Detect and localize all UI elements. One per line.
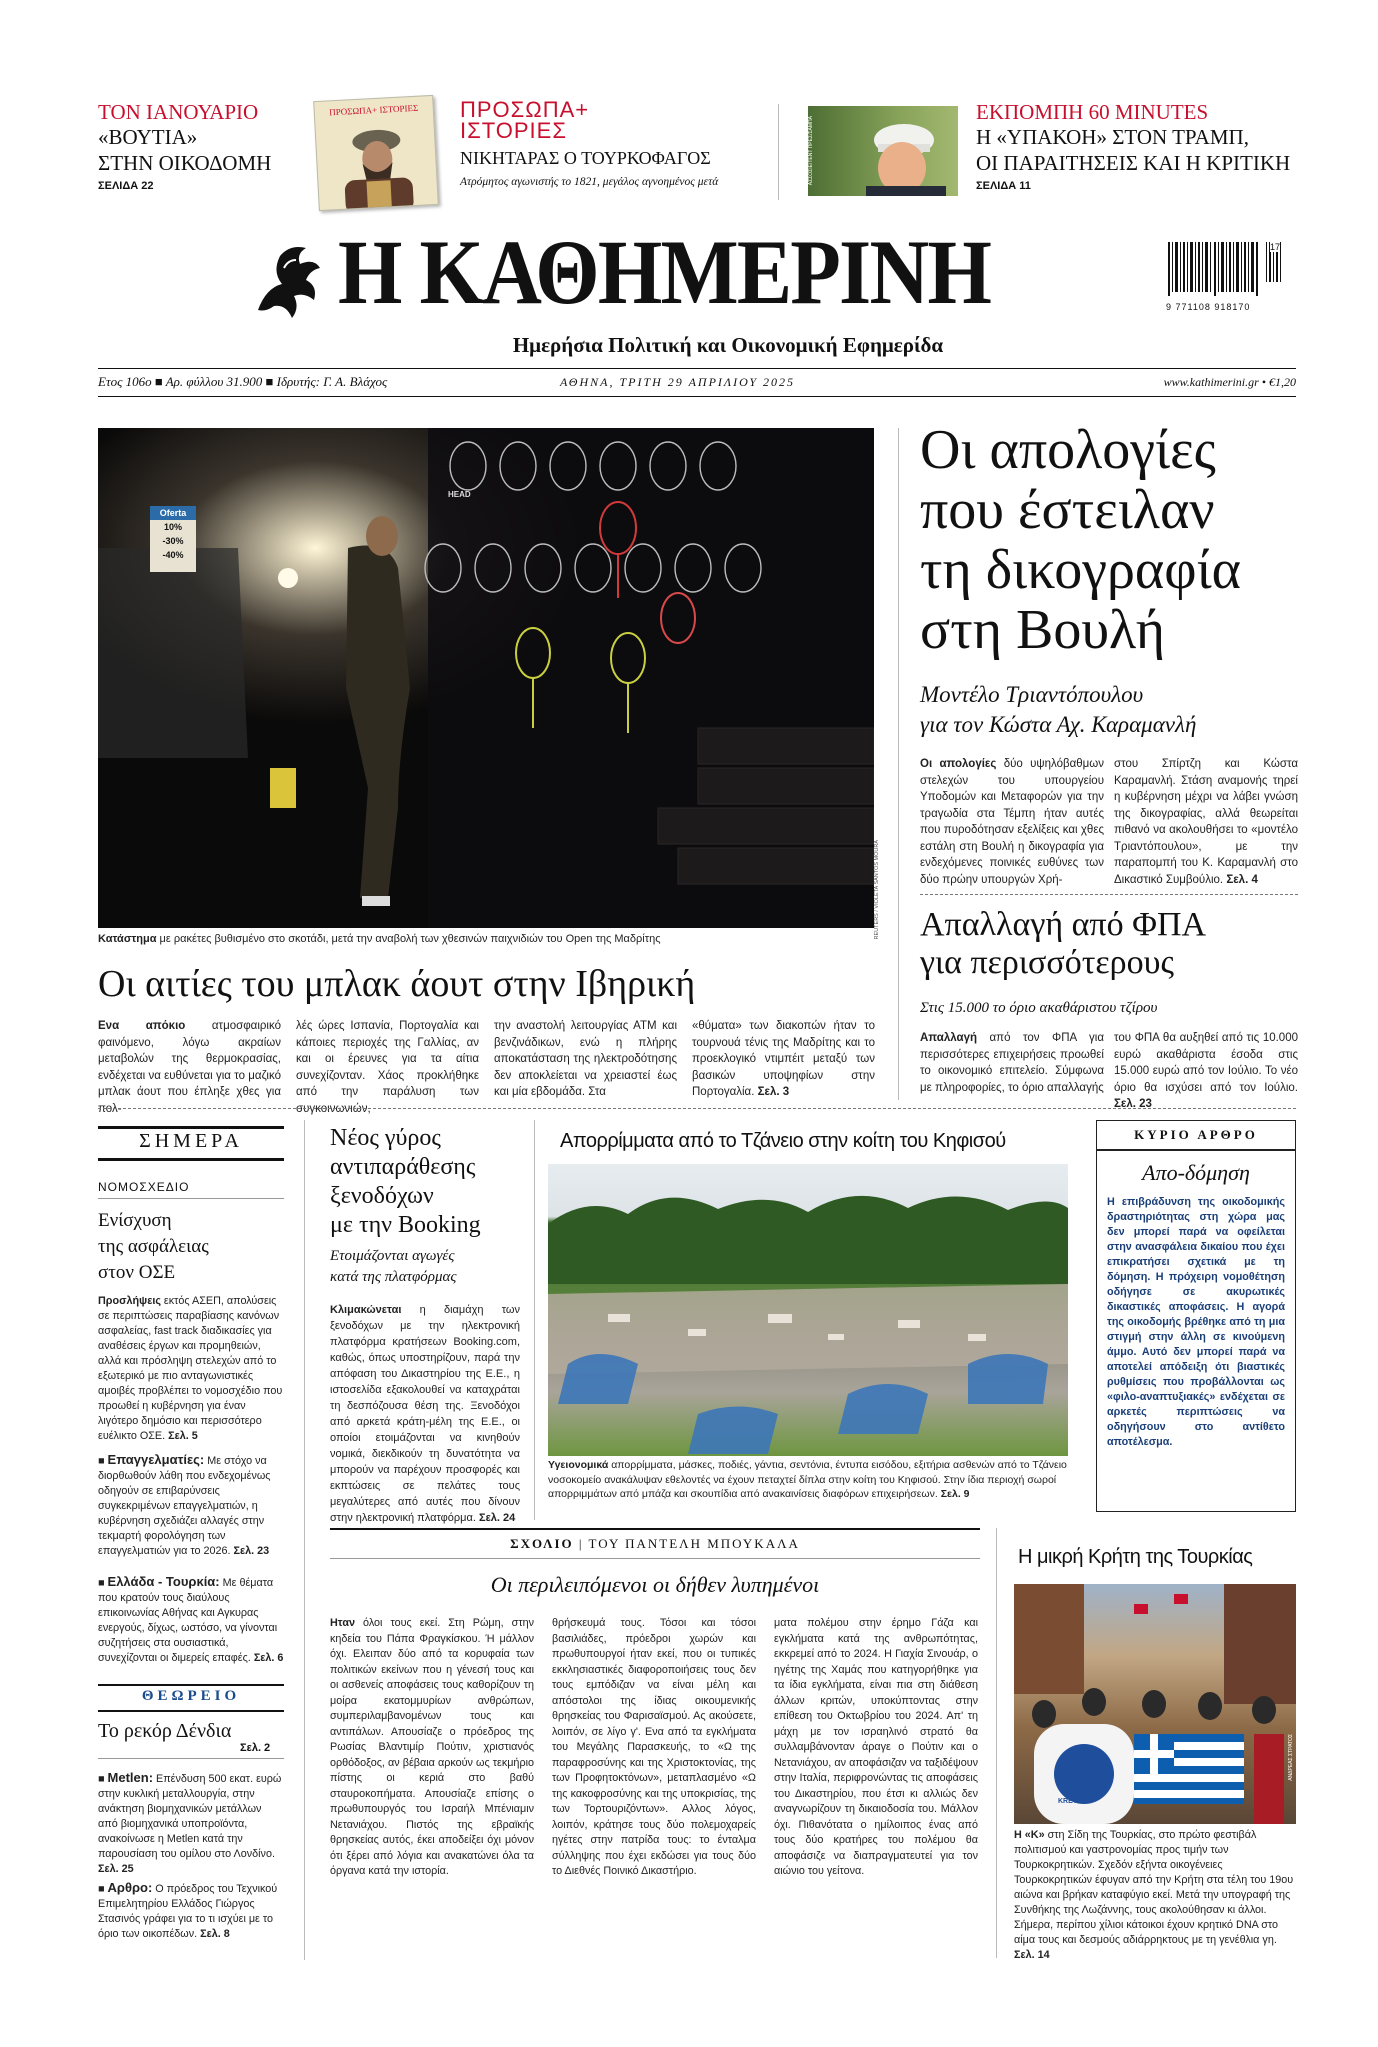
record-page: Σελ. 2 <box>240 1742 271 1754</box>
sidebar-title-l2: της ασφάλειας <box>98 1236 209 1257</box>
lead-subhead-l2: για τον Κώστα Αχ. Καραμανλή <box>920 712 1197 737</box>
lead-subhead <box>920 680 1300 740</box>
crete-caption <box>1014 1828 1296 1963</box>
waste-scene <box>548 1164 1068 1456</box>
column-author: ΤΟΥ ΠΑΝΤΕΛΗ ΜΠΟΥΚΑΛΑ <box>588 1536 800 1551</box>
sidebar-item4-bold: Αρθρο: <box>107 1880 153 1895</box>
sidebar-item4-page: Σελ. 8 <box>200 1928 230 1940</box>
blackout-col1-text: ατμοσφαιρικό φαινόμενο, λόγω ακραίων μεταβολών της θερμοκρασίας, ενδέχεται να ευθύνεται για το μαζικό μπλακ άουτ που έπληξε χθες για πολ- <box>98 1020 281 1115</box>
sidebar-rule-bottom <box>98 1158 284 1161</box>
sidebar-item-metlen[interactable]: ■ Metlen: Επένδυση 500 εκατ. ευρώ στην κυκλική μεταλλουργία, στην ανάκτηση βιομηχανικών μετάλλων από βιομηχανικά υποπροϊόντα, ανακοίνωσε η Metlen κατά την παρουσίαση του ομίλου στο Λονδίνο. Σελ. 25 <box>98 1770 282 1875</box>
lead-headline-l1: Οι απολογίες <box>920 419 1216 481</box>
editorial-body: Η επιβράδυνση της οικοδομικής δραστηριότητας στη χώρα μας δεν μπορεί παρά να οφείλεται στην ανασφάλεια δικαίου που έχει επικρατήσει σχετικά με τη δόμηση. Η πρόχειρη νομοθέτηση οδήγησε σε ακυρωτικές δικαστικές αποφάσεις. Η αγορά της οικοδομής βρέθηκε από τη μια στιγμή στην άλλη σε κινούμενη άμμο. Αυτό δεν μπορεί παρά να αποτελεί απόδειξη ότι βιαστικές ρυθμίσεις που προβάλλονται ως «φιλο-αναπτυξιακές» ενδέχεται σε αρκετές περιπτώσεις να οδηγήσουν στο αντίθετο αποτέλεσμα. <box>1107 1196 1285 1448</box>
booking-page: Σελ. 24 <box>478 1512 516 1524</box>
barcode-issue: 17 <box>1270 242 1281 252</box>
person-with-cap <box>808 106 958 196</box>
lead-photo-scene <box>98 428 874 928</box>
sidebar-item-greece-turkey[interactable]: ■ Ελλάδα - Τουρκία: Με θέματα που κρατούν τους διαύλους επικοινωνίας Αθήνας και Αγκυρας ενεργούς, δίχως, ωστόσο, να γίνονται συζητήσεις στα ουσιαστικά, συνεχίζονται οι διμερείς επαφές. Σελ. 6 <box>98 1574 284 1664</box>
blackout-col-4 <box>692 1018 875 1101</box>
lead-subhead-l1: Μοντέλο Τριαντόπουλου <box>920 682 1144 707</box>
lead-headline-l3: τη δικογραφία <box>920 539 1241 601</box>
blackout-col2-text: λές ώρες Ισπανία, Πορτογαλία και κάποιες περιοχές της Γαλλίας, αν και οι έρευνες για τα αίτια συνεχίζονταν. Χάος προκλήθηκε από την παράλυση των συγκοινωνιών, <box>296 1020 479 1115</box>
blackout-col-1 <box>98 1018 281 1117</box>
magazine-cover-text: ΠΡΟΣΩΠΑ+ ΙΣΤΟΡΙΕΣ <box>329 102 419 118</box>
blackout-page: Σελ. 3 <box>757 1086 790 1098</box>
booking-headline-l2: αντιπαράθεσης <box>330 1154 476 1180</box>
vat-subhead: Στις 15.000 το όριο ακαθάριστου τζίρου <box>920 1000 1158 1016</box>
column-label: ΣΧΟΛΙΟ <box>510 1536 574 1551</box>
waste-caption-text: απορρίμματα, μάσκες, ποδιές, γάντια, σεντόνια, έντυπα εισόδου, εξιτήρια ασθενών από το Τζάνειο νοσοκομείο ανακάλυψαν εθελοντές να έχουν πεταχτεί δίπλα στην κοίτη του Κηφισού. Στην ίδια περιοχή σωροί απορριμμάτων από μπάζα και σκουπίδια από ανακαινίσεις διαφόρων επιχειρήσεων. <box>548 1459 1067 1500</box>
booking-headline[interactable] <box>330 1124 530 1240</box>
lead-photo-caption-text: με ρακέτες βυθισμένο στο σκοτάδι, μετά την αναβολή των χθεσινών παιχνιδιών του Open της Μαδρίτης <box>156 933 661 945</box>
sidebar-title[interactable] <box>98 1208 284 1286</box>
booking-divider <box>534 1120 535 1520</box>
teaser-middle-section-2: ΙΣΤΟΡΙΕΣ <box>460 118 567 143</box>
teaser-middle-sub: Ατρόμητος αγωνιστής το 1821, μεγάλος αγνοημένος μετά <box>460 176 719 188</box>
sidebar-item2-text: Με θέματα που κρατούν τους διαύλους επικοινωνίας Αθήνας και Αγκυρας ενεργούς, δίχως, ωστόσο, να γίνονται συζητήσεις στα ουσιαστικά, συνεχίζονται οι διμερείς επαφές. <box>98 1577 278 1664</box>
blackout-col-2 <box>296 1018 479 1117</box>
teaser-right[interactable] <box>976 100 1316 192</box>
column-col-3 <box>774 1616 978 1880</box>
lead-headline-l4: στη Βουλή <box>920 599 1165 661</box>
sidebar-item3-text: Επένδυση 500 εκατ. ευρώ στην κυκλική μεταλλουργία, στην ανάκτηση βιομηχανικών μετάλλων από βιομηχανικά υποπροϊόντα, ανακοίνωσε η Metlen κατά την παρουσίαση του ομίλου στο Λονδίνο. <box>98 1773 282 1860</box>
teaser-right-line1: Η «ΥΠΑΚΟΗ» ΣΤΟΝ ΤΡΑΜΠ, <box>976 125 1249 149</box>
editorial-box[interactable] <box>1096 1120 1296 1512</box>
sidebar-title-l1: Ενίσχυση <box>98 1210 172 1231</box>
vat-col-1 <box>920 1030 1104 1096</box>
crete-page: Σελ. 14 <box>1014 1949 1050 1961</box>
sidebar-body-page: Σελ. 5 <box>168 1430 198 1442</box>
column-col3-text: ματα πολέμου στην έρημο Γάζα και εγκλήματα κατά της ανθρωπότητας, εκκρεμεί από το 2024. Η Γιαχία Σινουάρ, ο ηγέτης της Χαμάς που κατηγορήθηκε για τα ίδια εγκλήματα, είναι πια στη διάθεση άλλων κριτών, υποκύπτοντας στην επίθεση του Οκτωβρίου του 2024. Απ' τη μάχη με τον ισραηλινό στρατό θα συλλαμβάνονταν άραγε ο Πούτιν και ο Νετανιάχου, αν αποφάσιζαν να ταξιδέψουν στην Ιταλία, περιφρονώντας τις αποφάσεις του Δικαστηρίου, που έτσι κι αλλιώς δεν αναγνωρίζουν τη δικαιοδοσία του. Μάλλον όχι. Πιθανότατα ο ημίλοιπος ένας από τους δύο κρατήρες του πολέμου θα αποφάσιζε να διαπραγματευτεί για τον αιώνιο του γείτονα. <box>774 1617 978 1877</box>
blackout-col1-bold: Ενα απόκιο <box>98 1020 186 1032</box>
store-sign-line2: 10% <box>163 522 182 532</box>
lead-page: Σελ. 4 <box>1226 873 1258 886</box>
main-column-divider <box>898 428 899 1100</box>
masthead-info-left: Ετος 106ο ■ Αρ. φύλλου 31.900 ■ Ιδρυτής: Γ. Α. Βλάχος <box>98 374 388 389</box>
store-sign-line3: -30% <box>162 536 184 546</box>
vat-col1-bold: Απαλλαγή <box>920 1032 978 1044</box>
racket-brand-label: HEAD <box>448 490 471 499</box>
masthead-rule-top <box>98 368 1296 369</box>
sidebar-header: ΣΗΜΕΡΑ <box>139 1130 243 1152</box>
waste-photo[interactable] <box>548 1164 1068 1456</box>
sidebar-item1-page: Σελ. 23 <box>233 1545 270 1557</box>
lead-photo-caption <box>98 932 878 947</box>
lead-col1-bold: Οι απολογίες <box>920 758 997 770</box>
vat-headline[interactable] <box>920 906 1300 982</box>
booking-subhead-l1: Ετοιμάζονται αγωγές <box>330 1248 455 1264</box>
editorial-header: ΚΥΡΙΟ ΑΡΘΡΟ <box>1134 1127 1258 1142</box>
sidebar-item-article[interactable]: ■ Αρθρο: Ο πρόεδρος του Τεχνικού Επιμελητηρίου Ελλάδος Γιώργος Στασινός γράφει για το τι ισχύει με το όριο των οικοπέδων. Σελ. 8 <box>98 1880 278 1940</box>
waste-headline[interactable]: Απορρίμματα από το Τζάνειο στην κοίτη του Κηφισού <box>560 1130 1006 1152</box>
sidebar-item4-text: Ο πρόεδρος του Τεχνικού Επιμελητηρίου Ελλάδος Γιώργος Στασινός γράφει για το τι ισχύει με το όριο των οικοπέδων. <box>98 1883 278 1940</box>
teaser-middle-title: ΝΙΚΗΤΑΡΑΣ Ο ΤΟΥΡΚΟΦΑΓΟΣ <box>460 148 711 168</box>
booking-headline-l1: Νέος γύρος <box>330 1125 441 1151</box>
sidebar-item3-page: Σελ. 25 <box>98 1863 134 1875</box>
column-rule-mid <box>330 1558 980 1559</box>
column-col2-text: θρήσκευμά τους. Τόσοι και τόσοι βασιλιάδες, πρόεδροι χωρών και πρωθυπουργοί ήταν εκεί, που οι τυπικές εκκλησιαστικές διαφοροποιήσεις τους δεν τους εμπόδιζαν να είναι μέλη και απόστολοι της ίδιας οικουμενικής θρησκείας του Φαρισαϊσμού. Ας ακούσετε, λοιπόν, σε λίγο γ'. Ενα από τα εγκλήματα του Μεγάλης Παρασκευής, το «Ω της παραφροσύνης και της Χριστοκτονίας, της των Προφητοκτόνων», μεταπλασμένο «Ω της κακοφροσύνης και της υποκρισίας, της των Τορτουριζόντων». Αλλος λόγος, λοιπόν, κράτησε τους δύο πολεμοχαρείς ηγέτες στην πατρίδα τους: το ένταλμα σύλληψης που έχει εκδώσει για τους δύο το Διεθνές Ποινικό Δικαστήριο. <box>552 1617 756 1877</box>
vat-col1-text: από τον ΦΠΑ για περισσότερες επιχειρήσεις προωθεί το οικονομικό επιτελείο. Σύμφωνα με πληροφορίες, το όριο απαλλαγής <box>920 1032 1104 1094</box>
lead-headline-l2: που έστειλαν <box>920 479 1215 541</box>
column-col1-bold: Ηταν <box>330 1617 355 1629</box>
teaser-left[interactable] <box>98 100 288 192</box>
sidebar-body-text: εκτός ΑΣΕΠ, απολύσεις σε περιπτώσεις παραβίασης κανόνων ασφαλείας, fast track διαδικασίες για αναθέσεις έργων και προμηθειών, αλλά και πρόσληψη στελεχών από το εξωτερικό με πιο ανταγωνιστικές αμοιβές προβλέπει το νομοσχέδιο που προωθεί η κυβέρνηση για έναν λιγότερο δημόσιο και περισσότερο ευέλικτο ΟΣΕ. <box>98 1295 283 1442</box>
teaser-right-line2: ΟΙ ΠΑΡΑΙΤΗΣΕΙΣ ΚΑΙ Η ΚΡΙΤΙΚΗ <box>976 151 1291 175</box>
sidebar-category: ΝΟΜΟΣΧΕΔΙΟ <box>98 1180 190 1194</box>
waste-caption <box>548 1458 1068 1502</box>
sidebar-divider <box>304 1120 305 1960</box>
sidebar-item-professionals[interactable]: ■ Επαγγελματίες: Με στόχο να διορθωθούν λάθη που ενδεχομένως οδηγούν σε επιβαρύνσεις συγκεκριμένων επαγγελματιών, η κυβέρνηση σχεδιάζει αλλαγές στην τεκμαρτή φορολόγηση των επαγγελματιών για το 2026. Σελ. 23 <box>98 1452 271 1557</box>
vat-col2-text: του ΦΠΑ θα αυξηθεί από τις 10.000 ευρώ ακαθάριστα έσοδα στις 15.000 ευρώ από τον Ιούλιο. Το νέο όριο θα ισχύσει από τον Ιούλιο. <box>1114 1032 1298 1094</box>
crete-headline[interactable]: Η μικρή Κρήτη της Τουρκίας <box>1018 1546 1253 1568</box>
vat-page: Σελ. 23 <box>1114 1098 1152 1110</box>
blackout-col4-text: «θύματα» των διακοπών ήταν το τουρνουά τένις της Μαδρίτης και το προεκλογικό ντιμπέιτ μεταξύ των βασικών υποψηφίων στην Πορτογαλία. <box>692 1020 875 1098</box>
trump-photo-credit: ΑΣΣΟΣΙΕΪΤΕΝΤ ΠΡΕΣ/ΣΑΜΠΑ <box>808 116 814 186</box>
masthead-rule-bottom <box>98 396 1296 397</box>
lead-photo-credit: REUTERS / VIOLETA SANTOS MOURA <box>874 840 880 940</box>
booking-body-text: η διαμάχη των ξενοδόχων με την ηλεκτρονική πλατφόρμα κρατήσεων Booking.com, καθώς, όπως υποστηρίζουν, παρά την απόφαση του Δικαστηρίου της Ε.Ε., η ιστοσελίδα εξακολουθεί να καταχράται τη δεσπόζουσα θέση της. Ξενοδόχοι από αρκετά κράτη-μέλη της Ε.Ε., οι οποίοι ετοιμάζονται να κινηθούν νομικά, διεκδικούν τη δυνατότητα να μπορούν να παρέχουν προσφορές και εκπτώσεις σε πελάτες τους μεγαλύτερες από αυτές που δίνουν στην ηλεκτρονική πλατφόρμα. <box>330 1304 520 1524</box>
lead-photo[interactable] <box>98 428 874 928</box>
waste-page: Σελ. 9 <box>940 1488 970 1500</box>
teaser-middle[interactable] <box>460 97 760 190</box>
column-divider <box>996 1528 997 1958</box>
teaser-left-line1: «ΒΟΥΤΙΑ» <box>98 125 198 149</box>
barcode-number: 9 771108 918170 <box>1166 302 1251 312</box>
trump-photo[interactable] <box>808 106 958 196</box>
masthead-title: Η ΚΑΘΗΜΕΡΙΝΗ <box>338 221 991 323</box>
booking-body-bold: Κλιμακώνεται <box>330 1304 402 1316</box>
theoreio-rule-bottom <box>98 1710 284 1712</box>
vat-col-2 <box>1114 1030 1298 1113</box>
lead-col-2 <box>1114 756 1298 888</box>
column-label-row: ΣΧΟΛΙΟ | ΤΟΥ ΠΑΝΤΕΛΗ ΜΠΟΥΚΑΛΑ <box>510 1536 800 1551</box>
record-rule <box>98 1758 284 1759</box>
booking-headline-l4: με την Booking <box>330 1212 481 1238</box>
masthead-subtitle: Ημερήσια Πολιτική και Οικονομική Εφημερίδα <box>512 333 944 357</box>
editorial-rule <box>1097 1149 1295 1151</box>
lead-col-1 <box>920 756 1104 888</box>
sidebar-item1-text: Με στόχο να διορθωθούν λάθη που ενδεχομένως οδηγούν σε επιβαρύνσεις συγκεκριμένων επαγγελματιών, η κυβέρνηση σχεδιάζει αλλαγές στην τεκμαρτή φορολόγηση των επαγγελματιών για το 2026. <box>98 1455 271 1557</box>
sidebar-category-rule <box>98 1198 284 1199</box>
sidebar-item1-bold: Επαγγελματίες: <box>107 1452 205 1467</box>
crete-photo[interactable] <box>1014 1584 1296 1824</box>
portrait-illustration <box>315 118 438 211</box>
store-sign <box>150 506 196 572</box>
column-rule-top <box>330 1528 980 1530</box>
waste-caption-bold: Υγειονομικά <box>548 1459 609 1471</box>
column-col-1 <box>330 1616 534 1880</box>
sidebar-title-l3: στον ΟΣΕ <box>98 1262 176 1283</box>
griffin-logo-icon <box>244 238 328 322</box>
teaser-left-line2: ΣΤΗΝ ΟΙΚΟΔΟΜΗ <box>98 151 272 175</box>
crete-caption-bold: Η «Κ» <box>1014 1829 1045 1841</box>
blackout-col3-text: την αναστολή λειτουργίας ΑΤΜ και βενζινάδικων, ενώ η πλήρης αποκατάσταση της ηλεκτροδότησης δεν αποκλείεται να χρειαστεί έως και μία εβδομάδα. Στα <box>494 1020 677 1098</box>
store-sign-line4: -40% <box>162 550 184 560</box>
sidebar-item3-bold: Metlen: <box>107 1770 154 1785</box>
editorial-title: Απο-δόμηση <box>1142 1160 1250 1185</box>
magazine-cover-image[interactable] <box>313 95 439 211</box>
booking-body <box>330 1302 520 1526</box>
store-sign-line1: Oferta <box>150 506 196 520</box>
masthead-info-right: www.kathimerini.gr • €1,20 <box>1163 375 1296 389</box>
lead-col2-text: στου Σπίρτζη και Κώστα Καραμανλή. Στάση αναμονής τηρεί η κυβέρνηση μέχρι να λάβει γνώση της δικογραφίας, αλλά θεωρείται πιθανό να ακολουθήσει το «μοντέλο Τριαντόπουλου», με την παραπομπή του Κ. Καραμανλή στο Δικαστικό Συμβούλιο. <box>1114 758 1298 886</box>
lead-photo-caption-bold: Κατάστημα <box>98 933 157 945</box>
theoreio-rule-top <box>98 1684 284 1686</box>
sidebar-body-bold: Προσλήψεις <box>98 1295 161 1307</box>
crete-scene <box>1014 1584 1296 1824</box>
masthead-info-center: ΑΘΗΝΑ, ΤΡΙΤΗ 29 ΑΠΡΙΛΙΟΥ 2025 <box>560 375 796 389</box>
lead-col1-text: δύο υψηλόβαθμων στελεχών του υπουργείου Υποδομών και Μεταφορών για την τραγωδία στα Τέμπη ήταν αυτές που πυροδότησαν εξελίξεις και χθες εστάλη στη Βουλή η δικογραφία για ενδεχόμενες ποινικές ευθύνες των δύο πρώην υπουργών Χρή- <box>920 758 1104 886</box>
vat-headline-l1: Απαλλαγή από ΦΠΑ <box>920 906 1207 943</box>
lead-headline[interactable] <box>920 420 1300 660</box>
section-divider <box>98 1108 1296 1109</box>
teaser-left-page: ΣΕΛΙΔΑ 22 <box>98 180 154 192</box>
crete-banner-text: KRETA <box>1058 1798 1082 1805</box>
blackout-col-3 <box>494 1018 677 1101</box>
crete-photo-credit: ΑΝΔΡΕΑΣ ΣΤΡΑΤΟΣ <box>1288 1734 1294 1781</box>
booking-subhead-l2: κατά της πλατφόρμας <box>330 1269 457 1285</box>
barcode <box>1166 242 1284 312</box>
crete-caption-text: στη Σίδη της Τουρκίας, στο πρώτο φεστιβάλ πολιτισμού και γαστρονομίας προς τιμήν των Τουρκοκρητικών. Σχεδόν εξήντα οικογένειες Τουρκοκρητικών έφυγαν από την Κρήτη στα τέλη του 19ου αιώνα και βρήκαν καταφύγιο εκεί. Μετά την υπογραφή της Συνθήκης της Λωζάννης, τους ακολούθησαν κι άλλοι. Σήμερα, περίπου χίλιοι κάτοικοι έχουν κρητικό DNA στο αίμα τους και δεσμούς αδιάρρηκτους με τη γενέθλια γη. <box>1014 1829 1294 1946</box>
teaser-middle-section-1: ΠΡΟΣΩΠΑ+ <box>460 97 590 122</box>
barcode-bars <box>1166 242 1284 296</box>
theoreio-header: ΘΕΩΡΕΙΟ <box>141 1688 241 1704</box>
record-title[interactable]: Το ρεκόρ Δένδια <box>98 1720 232 1742</box>
sidebar-item2-bold: Ελλάδα - Τουρκία: <box>107 1574 220 1589</box>
booking-subhead <box>330 1246 530 1288</box>
teaser-left-kicker: ΤΟΝ ΙΑΝΟΥΑΡΙΟ <box>98 100 259 124</box>
teaser-divider <box>778 104 779 200</box>
booking-headline-l3: ξενοδόχων <box>330 1183 434 1209</box>
sidebar-rule-top <box>98 1126 284 1129</box>
teaser-right-page: ΣΕΛΙΔΑ 11 <box>976 180 1031 192</box>
sidebar-item2-page: Σελ. 6 <box>253 1652 284 1664</box>
column-title[interactable]: Οι περιλειπόμενοι οι δήθεν λυπημένοι <box>490 1572 820 1597</box>
teaser-right-kicker: ΕΚΠΟΜΠΗ 60 MINUTES <box>976 100 1209 124</box>
blackout-headline[interactable]: Οι αιτίες του μπλακ άουτ στην Ιβηρική <box>98 963 696 1005</box>
sidebar-body <box>98 1294 284 1444</box>
lead-divider <box>920 894 1298 895</box>
vat-headline-l2: για περισσότερους <box>920 944 1174 981</box>
column-col1-text: όλοι τους εκεί. Στη Ρώμη, στην κηδεία του Πάπα Φραγκίσκου. Ή μάλλον όχι. Ελειπαν δύο από τα κορυφαία των πολιτικών εκείνων που η γένεσή τους και οι ασθενείς αποφάσεις τους καθορίζουν τη μοίρα εκατομμυρίων ανθρώπων, συμπεριλαμβανομένων τους και αντιπάλων. Απουσίαζε ο πρόεδρος της Ρωσίας Βλαντιμίρ Πούτιν, χριστιανός ορθόδοξος, αν βέβαια αρκούν ως τεκμήριο πίστης οι κεριά στο βαθύ σταυροκοπήματα. Απουσίαζε επίσης ο πρωθυπουργός του Ισραήλ Μπένιαμιν Νετανιάχου. Πιστός της εβραϊκής θρησκείας αυτός, έκει αποδείξει όχι μόνον ότι ξέρει από λόγια και ανακατώνει όλα τα όργανα κατά την ιστορία. <box>330 1617 534 1877</box>
column-col-2 <box>552 1616 756 1880</box>
